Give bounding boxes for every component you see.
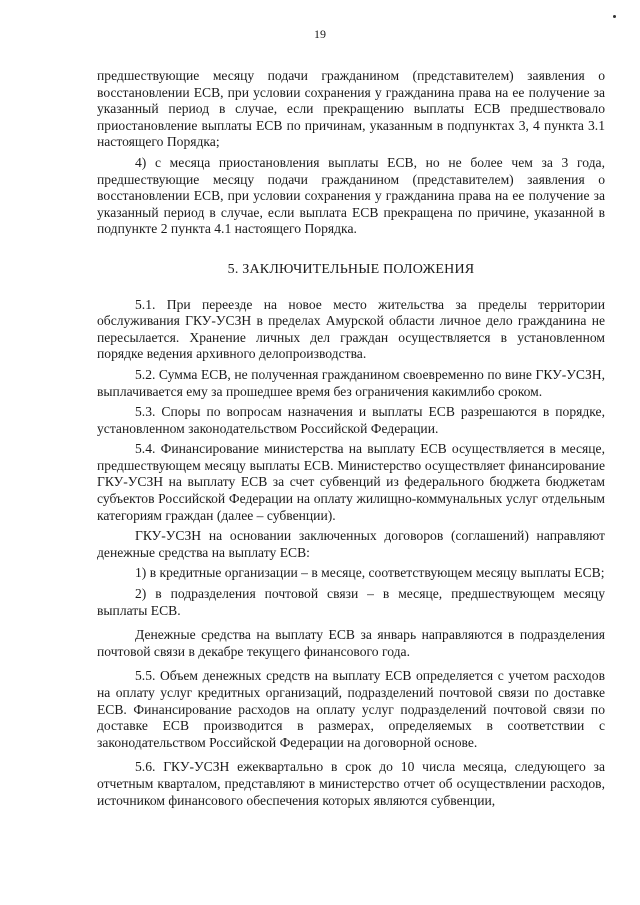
paragraph-january-funds: Денежные средства на выплату ЕСВ за январь направляются в подразделения почтовой связи в декабре текущего финансового года.	[97, 627, 605, 659]
paragraph-postal-units: 2) в подразделения почтовой связи – в месяце, предшествующем месяцу выплаты ЕСВ.	[97, 586, 605, 618]
paragraph-5-6: 5.6. ГКУ-УСЗН ежеквартально в срок до 10 числа месяца, следующего за отчетным кварталом, представляют в министерство отчет об осуществлении расходов, источником финансового обеспечения которых являются субвенции,	[97, 759, 605, 808]
paragraph-5-4: 5.4. Финансирование министерства на выплату ЕСВ осуществляется в месяце, предшествующем месяцу выплаты ЕСВ. Министерство осуществляет финансирование ГКУ-УСЗН на выплату ЕСВ за счет субвенций из федерального бюджета бюджетам субъектов Российской Федерации на оплату жилищно-коммунальных услуг отдельным категориям граждан (далее – субвенции).	[97, 441, 605, 523]
paragraph-5-2: 5.2. Сумма ЕСВ, не полученная гражданином своевременно по вине ГКУ-УСЗН, выплачивается ему за прошедшее время без ограничения какимлибо сроком.	[97, 366, 605, 399]
paragraph-5-1: 5.1. При переезде на новое место жительства за пределы территории обслуживания ГКУ-УСЗН в пределах Амурской области личное дело гражданина не пересылается. Хранение личных дел граждан осуществляется в установленном порядке ведения архивного делопроизводства.	[97, 296, 605, 362]
paragraph-5-5: 5.5. Объем денежных средств на выплату ЕСВ определяется с учетом расходов на оплату услуг кредитных организаций, подразделений почтовой связи по доставке ЕСВ. Финансирование расходов на оплату услуг подразделений почтовой связи по доставке ЕСВ производится в размерах, определяемых в соответствии с законодательством Российской Федерации на договорной основе.	[97, 668, 605, 750]
page-number: 19	[314, 27, 326, 41]
paragraph-item-4: 4) с месяца приостановления выплаты ЕСВ, но не более чем за 3 года, предшествующие месяцу подачи гражданином (представителем) заявления о восстановлении ЕСВ, при условии сохранения у гражданина права на ее получение за указанный период в случае, если выплата ЕСВ прекращена по причине, указанной в подпункте 2 пункта 4.1 настоящего Порядка.	[97, 154, 605, 237]
paragraph-continuation: предшествующие месяцу подачи гражданином (представителем) заявления о восстановлении ЕСВ, при условии сохранения у гражданина права на ее получение за указанный период в случае, если прекращению выплаты ЕСВ предшествовало приостановление выплаты ЕСВ по причинам, указанным в подпунктах 3, 4 пункта 3.1 настоящего Порядка;	[97, 68, 605, 150]
section-heading: 5. ЗАКЛЮЧИТЕЛЬНЫЕ ПОЛОЖЕНИЯ	[227, 261, 475, 277]
scan-speck	[613, 15, 616, 18]
paragraph-funding-channels: ГКУ-УСЗН на основании заключенных договоров (соглашений) направляют денежные средства на выплату ЕСВ:	[97, 528, 605, 560]
paragraph-credit-organizations: 1) в кредитные организации – в месяце, соответствующем месяцу выплаты ЕСВ;	[135, 565, 605, 581]
document-body	[97, 68, 605, 809]
paragraph-5-3: 5.3. Споры по вопросам назначения и выплаты ЕСВ разрешаются в порядке, установленном законодательством Российской Федерации.	[97, 404, 605, 436]
